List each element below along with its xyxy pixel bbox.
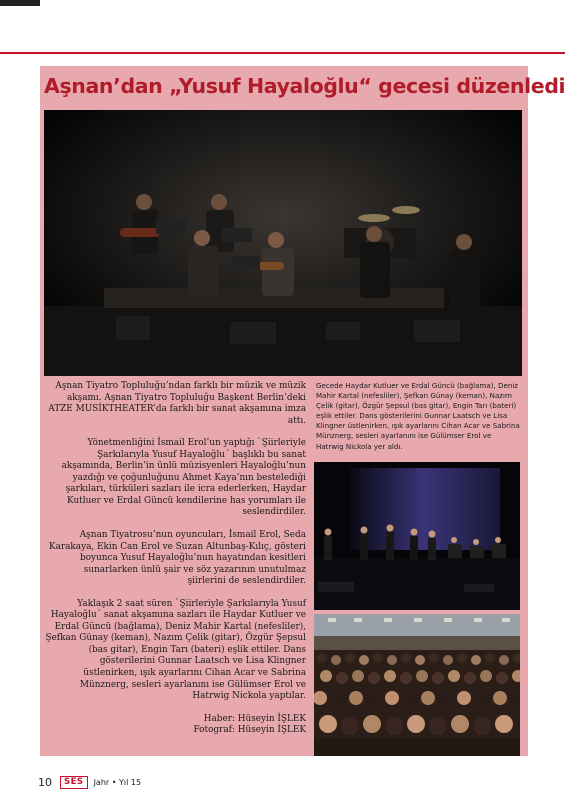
- photo-credit: Fotograf: Hüseyin İŞLEK: [193, 725, 306, 736]
- paragraph: Yönetmenliğini İsmail Erol’un yaptığı `Şiirleriyle Şarkılarıyla Yusuf Hayaloğlu´ başlıklı bu sanat akşamında, Berlin’in ünlü müzisyenleri Hayaloğlu’nun yazdığı ve çoğunluğunu Ahmet Kaya’nın bestelediği şarkıları, türküleri sazları ile icra ederlerken, Haydar Kutluer ve Erdal Güncü kendilerine has yorumları ile seslendirdiler.: [61, 438, 306, 518]
- paragraph: Yaklaşık 2 saat süren `Şiirleriyle Şarkılarıyla Yusuf Hayaloğlu´ sanat akşamına sazları ile Haydar Kutluer ve Erdal Güncü (bağlama), Deniz Mahir Kartal (nefesliler), Şefkan Günay (keman), Nazım Çelik (gitar), Özgür Şepsul (bas gitar), Engin Tarı (bateri) eşlik ettiler. Dans gösterilerini Gunnar Laatsch ve Lisa Klingner üstlenirken, ışık ayarlarını Cihan Acar ve Sabrina Münznerg, sesleri ayarlanını ise Gülümser Erol ve Hatrwig Nickola yaptılar.: [45, 598, 306, 702]
- page-footer: [38, 773, 141, 791]
- stage-performers-photo: [314, 462, 520, 610]
- page-number: 10: [38, 775, 52, 789]
- paragraph: Aşnan Tiyatro Topluluğu’ndan farklı bir müzik ve müzik akşamı. Aşnan Tiyatro Topluluğu Başkent Berlin’deki ATZE MUSİKTHEATER’da farklı bir sanat akşamına imza attı.: [48, 381, 306, 426]
- concert-photo: [44, 110, 522, 376]
- magazine-logo: SES: [60, 776, 88, 789]
- news-credit: Haber: Hüseyin İŞLEK: [203, 713, 306, 724]
- audience-photo: [314, 614, 520, 756]
- article-headline: Aşnan’dan „Yusuf Hayaloğlu“ gecesi düzenledi: [44, 74, 565, 98]
- credits: [44, 714, 306, 737]
- article-body-right: Gecede Haydar Kutluer ve Erdal Güncü (bağlama), Deniz Mahir Kartal (nefesliler), Şefkan Günay (keman), Nazım Çelik (gitar), Özgür Şepsul (bas gitar), Engin Tarı (bateri) eşlik ettiler. Dans gösterilerini Gunnar Laatsch ve Lisa Klingner üstlenirken, ışık ayarlarını Cihan Acar ve Sabrina Münznerg, sesleri ayarlanını ise Gülümser Erol ve Hatrwig Nickola yer aldı.: [316, 381, 520, 451]
- paragraph: Aşnan Tiyatrosu’nun oyuncuları, İsmail Erol, Seda Karakaya, Ekin Can Erol ve Suzan Altunbaş-Kılıç, gösteri boyunca Yusuf Hayaloğlu’nun hayatından kesitleri sunarlarken ünlü şair ve söz yazarının unutulmaz şiirlerini de seslendirdiler.: [48, 530, 306, 587]
- article-body-left: [44, 381, 306, 737]
- issue-label: Jahr • Yıl 15: [93, 777, 142, 787]
- header-rule: [0, 52, 565, 54]
- top-corner-tab: [0, 0, 40, 6]
